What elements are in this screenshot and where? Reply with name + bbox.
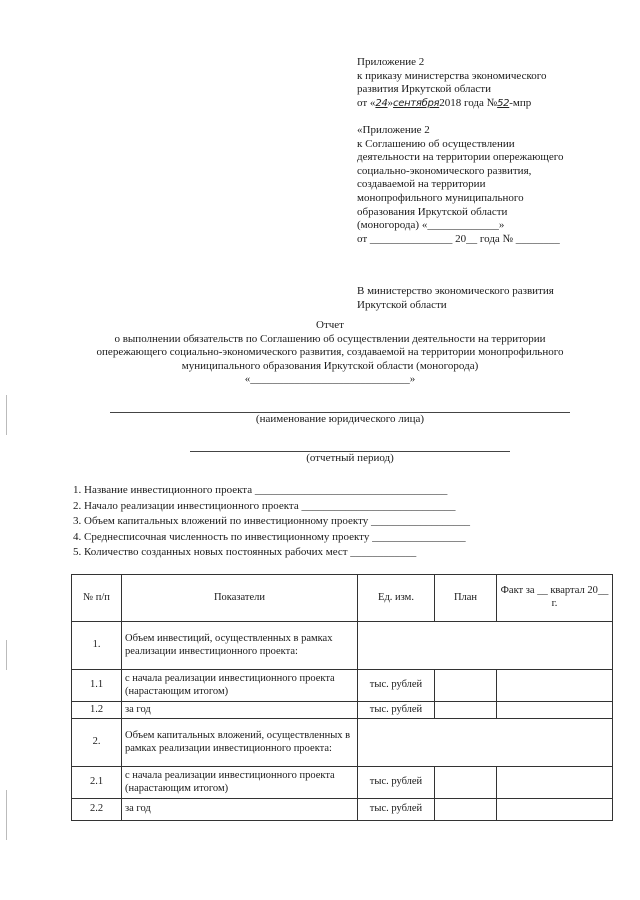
row-num: 2.1 xyxy=(72,767,122,799)
row-plan-cell xyxy=(435,702,497,719)
row-label: за год xyxy=(122,702,358,719)
row-unit: тыс. рублей xyxy=(358,767,435,799)
report-subtitle-line: опережающего социально-экономического развития, создаваемой на территории монопрофильного xyxy=(96,346,564,359)
handwritten-number: 52 xyxy=(497,97,510,109)
table-header-row xyxy=(72,575,613,622)
order-suffix: -мпр xyxy=(509,96,532,109)
scan-artifact xyxy=(6,395,7,435)
appendix-line: к приказу министерства экономического xyxy=(357,69,547,82)
addressee-line: Иркутской области xyxy=(357,298,447,311)
table-row xyxy=(72,767,613,799)
agreement-line: (моногорода) «_____________» xyxy=(357,219,505,232)
scan-artifact xyxy=(6,640,7,670)
row-label: за год xyxy=(122,799,358,821)
table-row xyxy=(72,670,613,702)
date-prefix: от « xyxy=(357,96,376,109)
row-fact-cell xyxy=(497,799,613,821)
row-num: 2. xyxy=(72,719,122,767)
agreement-line: деятельности на территории опережающего xyxy=(357,151,564,164)
scan-artifact xyxy=(6,790,7,840)
table-row xyxy=(72,702,613,719)
legal-entity-caption: (наименование юридического лица) xyxy=(255,413,425,425)
appendix-line: развития Иркутской области xyxy=(357,83,491,96)
row-num: 2.2 xyxy=(72,799,122,821)
list-item: 1. Название инвестиционного проекта ___________________________________ xyxy=(73,484,448,496)
report-title-block xyxy=(70,319,590,387)
row-unit: тыс. рублей xyxy=(358,799,435,821)
appendix-line: Приложение 2 xyxy=(357,56,425,68)
header-indicators: Показатели xyxy=(122,575,358,622)
reporting-period-rule xyxy=(190,437,510,452)
addressee-line: В министерство экономического развития xyxy=(357,285,554,297)
row-num: 1.1 xyxy=(72,670,122,702)
row-fact-cell xyxy=(497,702,613,719)
header-fact: Факт за __ квартал 20__ г. xyxy=(497,575,613,622)
row-plan-cell xyxy=(435,767,497,799)
row-num: 1. xyxy=(72,622,122,670)
row-unit: тыс. рублей xyxy=(358,702,435,719)
table-row xyxy=(72,622,613,670)
header-num: № п/п xyxy=(72,575,122,622)
agreement-line: социально-экономического развития, xyxy=(357,164,532,177)
agreement-line: образования Иркутской области xyxy=(357,205,508,218)
report-subtitle-line: о выполнении обязательств по Соглашению об осуществлении деятельности на территории xyxy=(114,332,546,345)
row-num: 1.2 xyxy=(72,702,122,719)
table-row xyxy=(72,799,613,821)
appendix-date-line xyxy=(357,97,632,111)
row-fact-cell xyxy=(497,670,613,702)
agreement-line: создаваемой на территории xyxy=(357,178,486,191)
report-title: Отчет xyxy=(316,319,344,331)
table-row xyxy=(72,719,613,767)
agreement-line: монопрофильного муниципального xyxy=(357,191,524,204)
addressee-block xyxy=(357,285,632,312)
legal-entity-field xyxy=(110,398,570,427)
row-plan-cell xyxy=(435,670,497,702)
header-unit: Ед. изм. xyxy=(358,575,435,622)
agreement-line: от _______________ 20__ года № ________ xyxy=(357,232,560,245)
row-plan-cell xyxy=(435,799,497,821)
date-quote-close: » xyxy=(387,96,394,109)
legal-entity-rule xyxy=(110,398,570,413)
row-label: Объем капитальных вложений, осуществленных в рамках реализации инвестиционного проекта: xyxy=(122,719,358,767)
project-info-list xyxy=(73,484,543,562)
list-item: 4. Среднесписочная численность по инвестиционному проекту _________________ xyxy=(73,530,466,543)
appendix-header xyxy=(357,56,632,110)
reporting-period-field xyxy=(190,437,510,466)
reporting-period-caption: (отчетный период) xyxy=(306,452,394,464)
row-label: Объем инвестиций, осуществленных в рамках реализации инвестиционного проекта: xyxy=(122,622,358,670)
row-unit: тыс. рублей xyxy=(358,670,435,702)
agreement-line: «Приложение 2 xyxy=(357,124,430,136)
handwritten-month: сентября xyxy=(393,97,440,109)
row-fact-cell xyxy=(497,767,613,799)
agreement-appendix-block xyxy=(357,124,632,246)
report-subtitle-line: муниципального образования Иркутской области (моногорода) xyxy=(181,359,479,372)
handwritten-day: 24 xyxy=(375,97,388,109)
row-merged-cell xyxy=(358,622,613,670)
header-plan: План xyxy=(435,575,497,622)
row-label: с начала реализации инвестиционного проекта (нарастающим итогом) xyxy=(122,670,358,702)
monotown-name-field: «_____________________________» xyxy=(244,373,416,386)
list-item: 5. Количество созданных новых постоянных рабочих мест ____________ xyxy=(73,546,417,558)
indicators-table xyxy=(71,574,613,821)
date-year: 2018 года № xyxy=(439,96,498,109)
agreement-line: к Соглашению об осуществлении xyxy=(357,137,515,150)
row-label: с начала реализации инвестиционного проекта (нарастающим итогом) xyxy=(122,767,358,799)
row-merged-cell xyxy=(358,719,613,767)
list-item: 2. Начало реализации инвестиционного проекта ____________________________ xyxy=(73,499,456,512)
list-item: 3. Объем капитальных вложений по инвестиционному проекту __________________ xyxy=(73,515,471,527)
